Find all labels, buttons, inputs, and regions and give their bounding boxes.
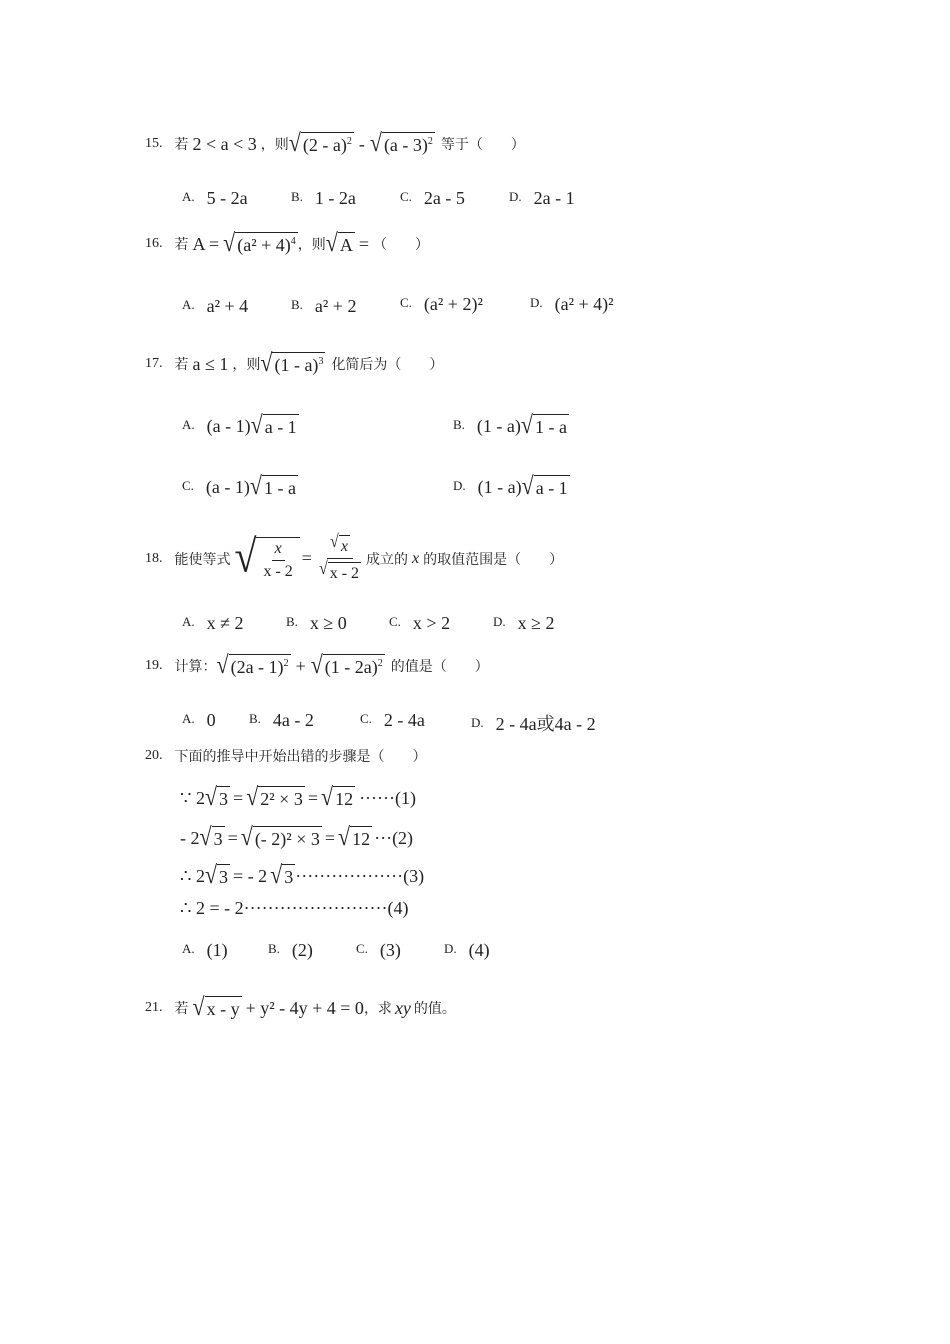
fraction-denominator: x - 2: [263, 562, 293, 580]
radicand: 12: [350, 826, 372, 850]
step-tag: (4): [387, 898, 409, 918]
question-number: 16.: [145, 236, 163, 251]
option-c: C. 2a - 5: [400, 188, 465, 208]
question-text: 若: [174, 1001, 189, 1017]
question-text: 若: [174, 237, 189, 253]
derivation-step-4: [180, 898, 408, 919]
question-number: 15.: [145, 136, 163, 151]
question-20: [145, 746, 427, 766]
question-18: [145, 529, 564, 583]
option-c: C. (a² + 2)²: [400, 294, 483, 314]
question-text: 计算：: [174, 659, 217, 675]
variable: xy: [394, 997, 411, 1018]
option-a: A. (1): [182, 940, 228, 960]
operator: = - 2: [233, 865, 268, 886]
radical: √ A: [325, 227, 353, 257]
option-b: B. 1 - 2a: [291, 188, 356, 208]
radicand: 2² × 3: [258, 786, 305, 810]
question-text: 的值是（ ）: [390, 659, 489, 675]
option-a: A. 0: [182, 710, 216, 730]
option-b: B. (1 - a) √ 1 - a: [453, 409, 567, 439]
radicand: 3: [217, 864, 230, 888]
question-19: [145, 649, 489, 679]
exponent: 2: [346, 136, 352, 147]
exponent: 2: [377, 658, 383, 669]
exponent: 4: [290, 236, 296, 247]
radicand: A: [339, 235, 353, 255]
option-b: B. a² + 2: [291, 296, 357, 316]
operator: =: [233, 787, 244, 808]
question-text: 若: [174, 357, 189, 373]
question-number: 21.: [145, 1000, 163, 1015]
operator: =: [227, 827, 238, 848]
condition: a ≤ 1: [192, 353, 229, 374]
operator: =: [307, 787, 318, 808]
question-text: 的取值范围是（ ）: [423, 551, 564, 568]
step-tag: (3): [403, 865, 425, 886]
question-number: 20.: [145, 748, 163, 763]
option-a: A. 5 - 2a: [182, 188, 248, 208]
question-text: 能使等式: [174, 551, 231, 568]
fraction-denominator: x - 2: [328, 562, 361, 583]
radical: √ x - y: [192, 991, 240, 1021]
option-d: D. x ≥ 2: [493, 613, 555, 633]
option-b: B. 4a - 2: [249, 710, 314, 730]
question-17: [145, 347, 444, 377]
fraction: √ x √ x - 2: [318, 532, 360, 582]
radicand: (2 - a): [302, 135, 347, 155]
condition: 2 < a < 3: [192, 133, 257, 154]
option-c: C. 2 - 4a: [360, 710, 425, 730]
derivation-step-1: ∵ 2 √ 3 = √ 2² × 3 = √ 12 ······ (1): [180, 781, 417, 811]
radicand: x - y: [205, 996, 242, 1020]
radical: √ (1 - a)$^3$: [260, 347, 324, 377]
derivation-step-3: ∴ 2 √ 3 = - 2 √ 3 ·················· (3): [180, 859, 425, 889]
question-number: 18.: [145, 550, 163, 566]
operator: =: [301, 548, 312, 568]
radicand: (1 - a): [274, 355, 319, 375]
radical: √ (a - 3)$^2$: [369, 127, 433, 157]
equation: + y² - 4y + 4 = 0: [245, 997, 364, 1018]
option-b: B. x ≥ 0: [286, 613, 347, 633]
leader-dots: ···: [374, 827, 393, 848]
option-b: B. (2): [268, 940, 313, 960]
operator: +: [295, 655, 306, 676]
exponent: 3: [318, 356, 324, 367]
question-15: [145, 127, 525, 157]
question-text: ，则: [297, 237, 326, 253]
question-text: （ ）: [373, 237, 430, 253]
question-text: ，求: [363, 1001, 392, 1017]
radicand: (- 2)² × 3: [253, 826, 322, 850]
radicand: 12: [333, 786, 355, 810]
step-lhs: ∴ 2 = - 2: [180, 898, 244, 918]
leader-dots: ······: [359, 787, 396, 808]
exponent: 2: [283, 658, 289, 669]
radical: √ $\frac{x}{x - 2}$: [235, 537, 300, 581]
option-d: D. 2 - 4a或4a - 2: [471, 714, 596, 734]
question-text: 等于（ ）: [440, 137, 525, 153]
operator: =: [358, 233, 370, 254]
variable: x: [412, 549, 420, 567]
option-d: D. (1 - a) √ a - 1: [453, 470, 568, 500]
radical: √ (1 - 2a)$^2$: [310, 649, 383, 679]
leader-dots: ··················: [295, 865, 404, 886]
step-tag: (2): [392, 827, 414, 848]
leader-dots: ························: [243, 898, 388, 918]
radicand: (1 - 2a): [324, 657, 378, 677]
radicand: 3: [217, 786, 230, 810]
question-21: [145, 991, 456, 1021]
radicand: 3: [282, 864, 295, 888]
step-lhs: - 2: [180, 827, 200, 848]
radicand: (a - 3): [383, 135, 428, 155]
radicand: (a² + 4): [237, 235, 291, 255]
question-text: ，则: [232, 357, 261, 373]
radical: √ (2a - 1)$^2$: [216, 649, 289, 679]
step-tag: (1): [395, 787, 417, 808]
radical: √ (2 - a)$^2$: [288, 127, 352, 157]
operator: -: [358, 133, 365, 154]
question-16: [145, 227, 430, 257]
step-lhs: ∵ 2: [180, 787, 205, 808]
fraction-numerator: x: [339, 535, 350, 556]
radical: √ $(a^2 + 4)^4$: [223, 227, 296, 257]
question-text: 的值。: [413, 1001, 456, 1017]
option-a: A. x ≠ 2: [182, 613, 244, 633]
option-a: A. (a - 1) √ a - 1: [182, 409, 297, 439]
question-number: 17.: [145, 356, 163, 371]
step-lhs: ∴ 2: [180, 865, 205, 886]
question-text: 化简后为（ ）: [331, 357, 444, 373]
option-c: C. (a - 1) √ 1 - a: [182, 470, 296, 500]
lhs: A =: [192, 233, 220, 254]
option-c: C. (3): [356, 940, 401, 960]
option-d: D. (a² + 4)²: [530, 294, 614, 314]
question-text: 成立的: [366, 551, 409, 568]
radicand: 3: [212, 826, 225, 850]
question-text: 下面的推导中开始出错的步骤是（ ）: [174, 749, 427, 765]
fraction-numerator: x: [272, 540, 285, 561]
question-text: 若: [174, 137, 189, 153]
question-text: ，则: [260, 137, 289, 153]
radicand: (2a - 1): [230, 657, 284, 677]
operator: =: [324, 827, 335, 848]
option-a: A. a² + 4: [182, 296, 249, 316]
option-d: D. (4): [444, 940, 490, 960]
question-number: 19.: [145, 658, 163, 673]
option-d: D. 2a - 1: [509, 188, 575, 208]
exponent: 2: [427, 136, 433, 147]
derivation-step-2: - 2 √ 3 = √ (- 2)² × 3 = √ 12 ··· (2): [180, 821, 414, 851]
option-c: C. x > 2: [389, 613, 451, 633]
